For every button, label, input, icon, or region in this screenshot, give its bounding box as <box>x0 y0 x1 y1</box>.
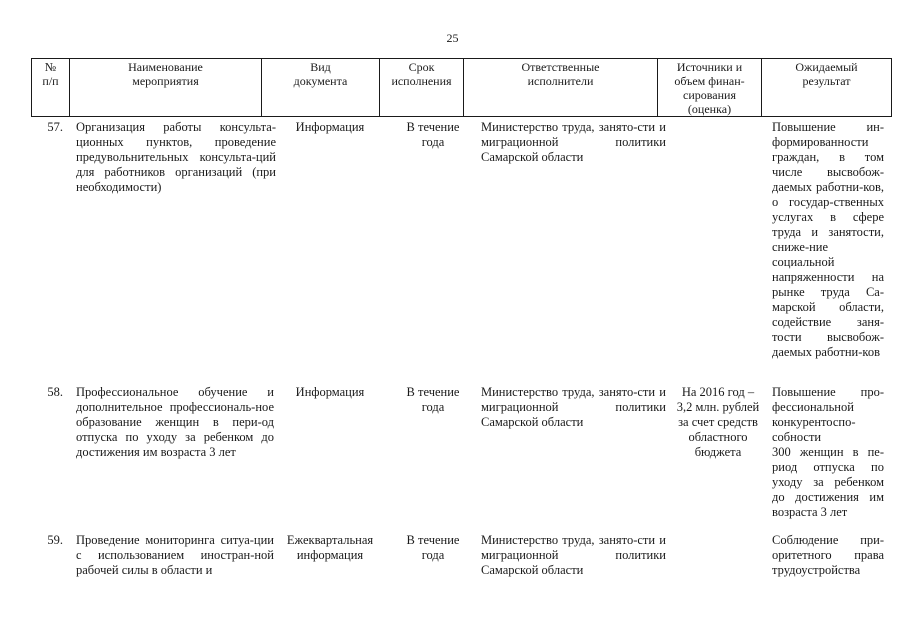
page-number: 25 <box>446 31 459 45</box>
row-number: 59. <box>47 533 63 547</box>
header-term: Срок исполнения <box>380 59 464 117</box>
row-term: В течение года <box>406 385 460 414</box>
row-name: Проведение мониторинга ситуа-ции с использованием иностран-ной рабочей силы в области и <box>76 533 274 577</box>
header-src: Источники и объем финан- сирования (оценка) <box>658 59 762 117</box>
header-num: № п/п <box>32 59 70 117</box>
header-name: Наименование мероприятия <box>70 59 262 117</box>
row-exec: Министерство труда, занято-сти и миграционной политики Самарской области <box>481 385 666 429</box>
row-exec: Министерство труда, занято-сти и миграционной политики Самарской области <box>481 533 666 577</box>
row-number: 57. <box>47 120 63 134</box>
row-result: Повышение про-фессиональной конкурентоспо-собности 300 женщин в пе-риод отпуска по уходу за ребенком до достижения им возраста 3 лет <box>772 385 884 519</box>
row-result: Повышение ин-формированности граждан, в том числе высвобож-даемых работни-ков, о государ-ственных услугах в сфере труда и занятости, сниже-ние социальной напряженности на рынке труда Са-марской области, содействие заня-тости высвобож-даемых работни-ков <box>772 120 884 359</box>
row-doc: Ежеквартальная информация <box>286 533 374 562</box>
row-number: 58. <box>47 385 63 399</box>
row-src: На 2016 год – 3,2 млн. рублей за счет средств областного бюджета <box>676 385 760 459</box>
row-exec: Министерство труда, занято-сти и миграционной политики Самарской области <box>481 120 666 164</box>
row-result: Соблюдение при-оритетного права трудоустройства <box>772 533 884 577</box>
row-name: Организация работы консульта-ционных пунктов, проведение предувольнительных консульта-ций для работников организаций (при необходимости) <box>76 120 276 194</box>
table-header <box>31 58 892 117</box>
header-doc: Вид документа <box>262 59 380 117</box>
row-term: В течение года <box>406 120 460 149</box>
row-doc: Информация <box>295 120 365 134</box>
header-result: Ожидаемый результат <box>762 59 892 117</box>
row-name: Профессиональное обучение и дополнительное профессиональ-ное образование женщин в пери-од отпуска по уходу за ребенком до достижения им возраста 3 лет <box>76 385 274 459</box>
row-doc: Информация <box>295 385 365 399</box>
header-exec: Ответственные исполнители <box>464 59 658 117</box>
row-term: В течение года <box>406 533 460 562</box>
